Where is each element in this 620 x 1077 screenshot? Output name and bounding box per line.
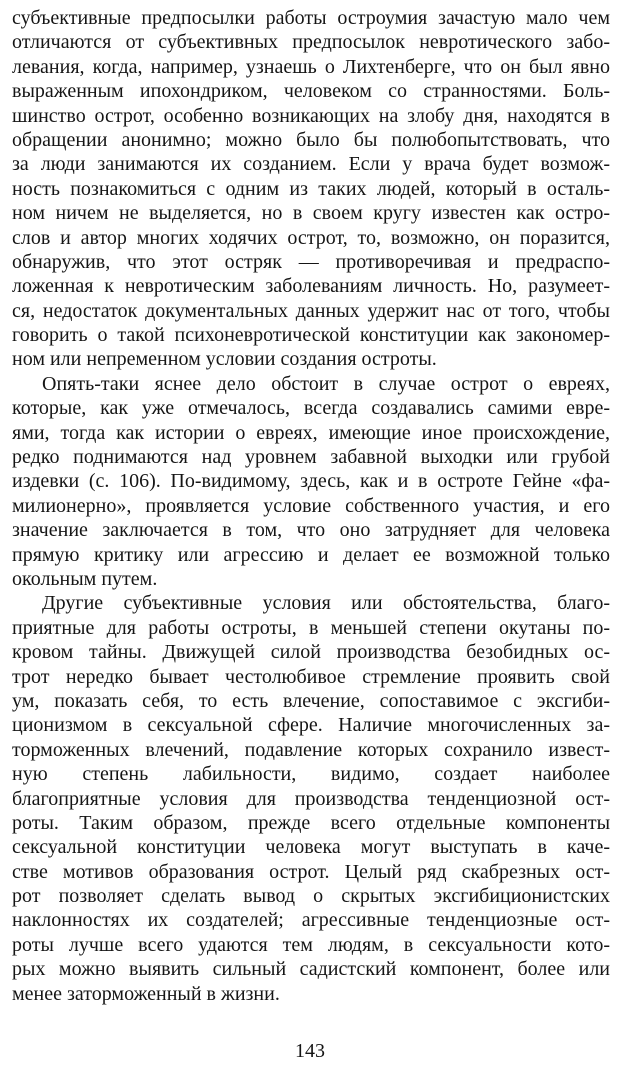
text-line: ционизмом в сексуальной сфере. Наличие многочисленных за-: [12, 714, 610, 737]
text-line: милионерно», проявляется условие собственного участия, и его: [12, 494, 610, 517]
text-line: за люди занимаются их созданием. Если у врача будет возмож-: [12, 153, 610, 176]
text-line: ум, показать себя, то есть влечение, сопоставимое с эксгиби-: [12, 689, 610, 712]
text-line: сексуальной конституции человека могут выступать в каче-: [12, 836, 610, 859]
text-line: рых можно выявить сильный садистский компонент, более или: [12, 958, 610, 981]
text-line: прямую критику или агрессию и делает ее возможной только: [12, 543, 610, 566]
text-line: наклонностях их создателей; агрессивные тенденциозные ост-: [12, 909, 610, 932]
text-line: ность познакомиться с одним из таких людей, который в осталь-: [12, 177, 610, 200]
text-line: субъективные предпосылки работы остроумия зачастую мало чем: [12, 7, 610, 29]
text-line: ся, недостаток документальных данных удержит нас от того, чтобы: [12, 299, 610, 322]
text-line: ями, тогда как истории о евреях, имеющие иное происхождение,: [12, 421, 610, 444]
text-line: приятные для работы остроты, в меньшей степени окутаны по-: [12, 616, 610, 639]
page-number: 143: [295, 1040, 325, 1062]
text-line: кровом тайны. Движущей силой производства безобидных ос-: [12, 641, 610, 664]
text-line: благоприятные условия для производства тенденциозной ост-: [12, 787, 610, 810]
body-text: [12, 6, 610, 1006]
text-line: трот нередко бывает честолюбивое стремление проявить свой: [12, 665, 610, 688]
text-line: менее заторможенный в жизни.: [12, 982, 280, 1005]
text-line: редко поднимаются над уровнем забавной выходки или грубой: [12, 446, 610, 469]
text-line: роты. Таким образом, прежде всего отдельные компоненты: [12, 811, 610, 834]
text-line: ложенная к невротическим заболеваниям личность. Но, разумеет-: [12, 275, 610, 298]
paragraph: [12, 591, 610, 1006]
text-line: Опять-таки яснее дело обстоит в случае острот о евреях,: [42, 372, 610, 395]
text-line: отличаются от субъективных предпосылок невротического забо-: [12, 31, 610, 54]
text-line: шинство острот, особенно возникающих на злобу дня, находятся в: [12, 104, 610, 127]
text-line: левания, когда, например, узнаешь о Лихтенберге, что он был явно: [12, 55, 610, 78]
text-line: торможенных влечений, подавление которых сохранило извест-: [12, 738, 610, 761]
text-line: стве мотивов образования острот. Целый ряд скабрезных ост-: [12, 860, 610, 883]
text-line: которые, как уже отмечалось, всегда создавались самими евре-: [12, 397, 610, 420]
text-line: роты лучше всего удаются тем людям, в сексуальности кото-: [12, 933, 610, 956]
text-line: ную степень лабильности, видимо, создает наиболее: [12, 763, 610, 786]
paragraph: [12, 372, 610, 592]
text-line: рот позволяет сделать вывод о скрытых эксгибиционистских: [12, 885, 610, 908]
paragraph: [12, 6, 610, 372]
text-line: говорить о такой психоневротической конституции как закономер-: [12, 324, 610, 347]
text-line: значение заключается в том, что оно затрудняет для человека: [12, 519, 610, 542]
text-line: обращении анонимно; можно было бы полюбопытствовать, что: [12, 128, 610, 151]
text-line: Другие субъективные условия или обстоятельства, благо-: [42, 592, 610, 615]
text-line: издевки (с. 106). По-видимому, здесь, как и в остроте Гейне «фа-: [12, 470, 610, 493]
text-line: ном ничем не выделяется, но в своем кругу известен как остро-: [12, 202, 610, 225]
text-line: слов и автор многих ходячих острот, то, возможно, он поразится,: [12, 226, 610, 249]
text-line: обнаружив, что этот остряк — противоречивая и предраспо-: [12, 250, 610, 273]
text-line: выраженным ипохондриком, человеком со странностями. Боль-: [12, 80, 610, 103]
text-line: ном или непременном условии создания остроты.: [12, 348, 437, 371]
text-line: окольным путем.: [12, 567, 158, 590]
